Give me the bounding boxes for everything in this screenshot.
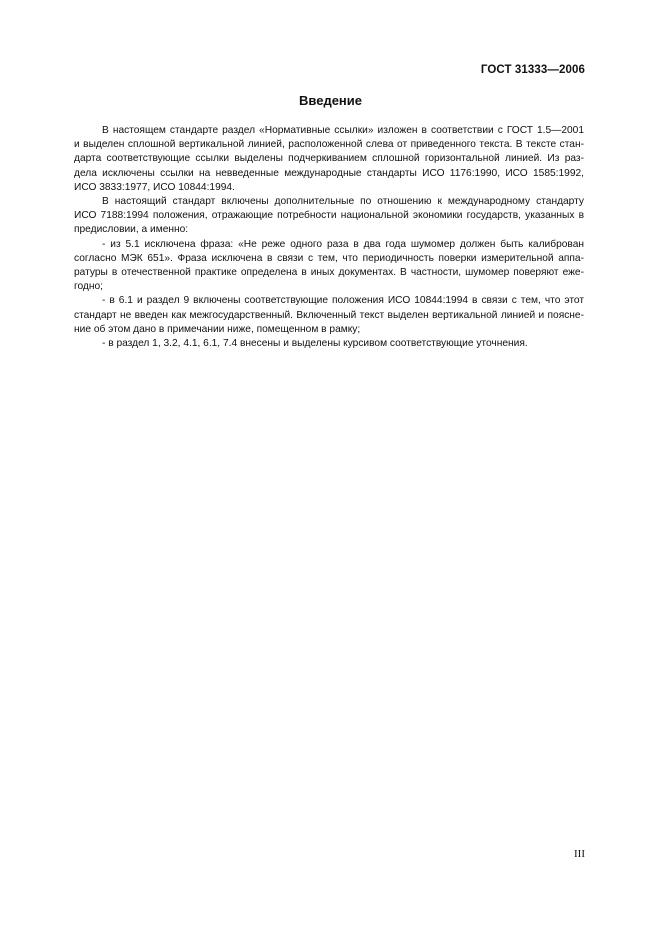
text-line: В настоящий стандарт включены дополнительные по отношению к международному стандарту [102,196,584,208]
page-number: III [574,848,585,860]
text-line: В настоящем стандарте раздел «Нормативные ссылки» изложен в соответствии с ГОСТ 1.5—2001 [102,125,584,136]
text-line: - из 5.1 исключена фраза: «Не реже одного раза в два года шумомер должен быть калиброван [102,238,584,250]
text-line: дела исключены ссылки на невведенные международные стандарты ИСО 1176:1990, ИСО 1585:1992, [74,167,584,179]
text-line: предисловии, а именно: [74,224,189,236]
text-line: - в 6.1 и раздел 9 включены соответствующие положения ИСО 10844:1994 в связи с тем, что этот [102,295,584,307]
document-code: ГОСТ 31333—2006 [480,64,585,76]
text-line: и выделен сплошной вертикальной линией, расположенной слева от приведенного текста. В тексте стан- [74,139,584,151]
section-body [74,124,584,351]
paragraph-3 [74,238,584,295]
text-line: ИСО 7188:1994 положения, отражающие потребности национальной экономики государств, указанных в [74,210,584,222]
text-line: ние об этом дано в примечании ниже, помещенном в рамку; [74,323,361,335]
text-line: годно; [74,281,103,293]
text-line: - в раздел 1, 3.2, 4.1, 6.1, 7.4 внесены и выделены курсивом соответствующие уточнения. [102,338,528,350]
section-title: Введение [299,93,362,108]
text-line: стандарт не введен как межгосударственный. Включенный текст выделен вертикальной линией и поясне- [74,309,584,321]
paragraph-2 [74,195,584,238]
paragraph-1 [74,124,584,195]
text-line: ратуры в отечественной практике определена в иных документах. В частности, шумомер поверяют еже- [74,267,584,279]
text-line: дарта соответствующие ссылки выделены подчеркиванием сплошной горизонтальной линией. Из раз- [74,153,584,165]
paragraph-5 [74,337,584,351]
text-line: ИСО 3833:1977, ИСО 10844:1994. [74,181,235,193]
paragraph-4 [74,294,584,337]
text-line: согласно МЭК 651». Фраза исключена в связи с тем, что периодичность поверки измерительной аппа- [74,252,584,264]
